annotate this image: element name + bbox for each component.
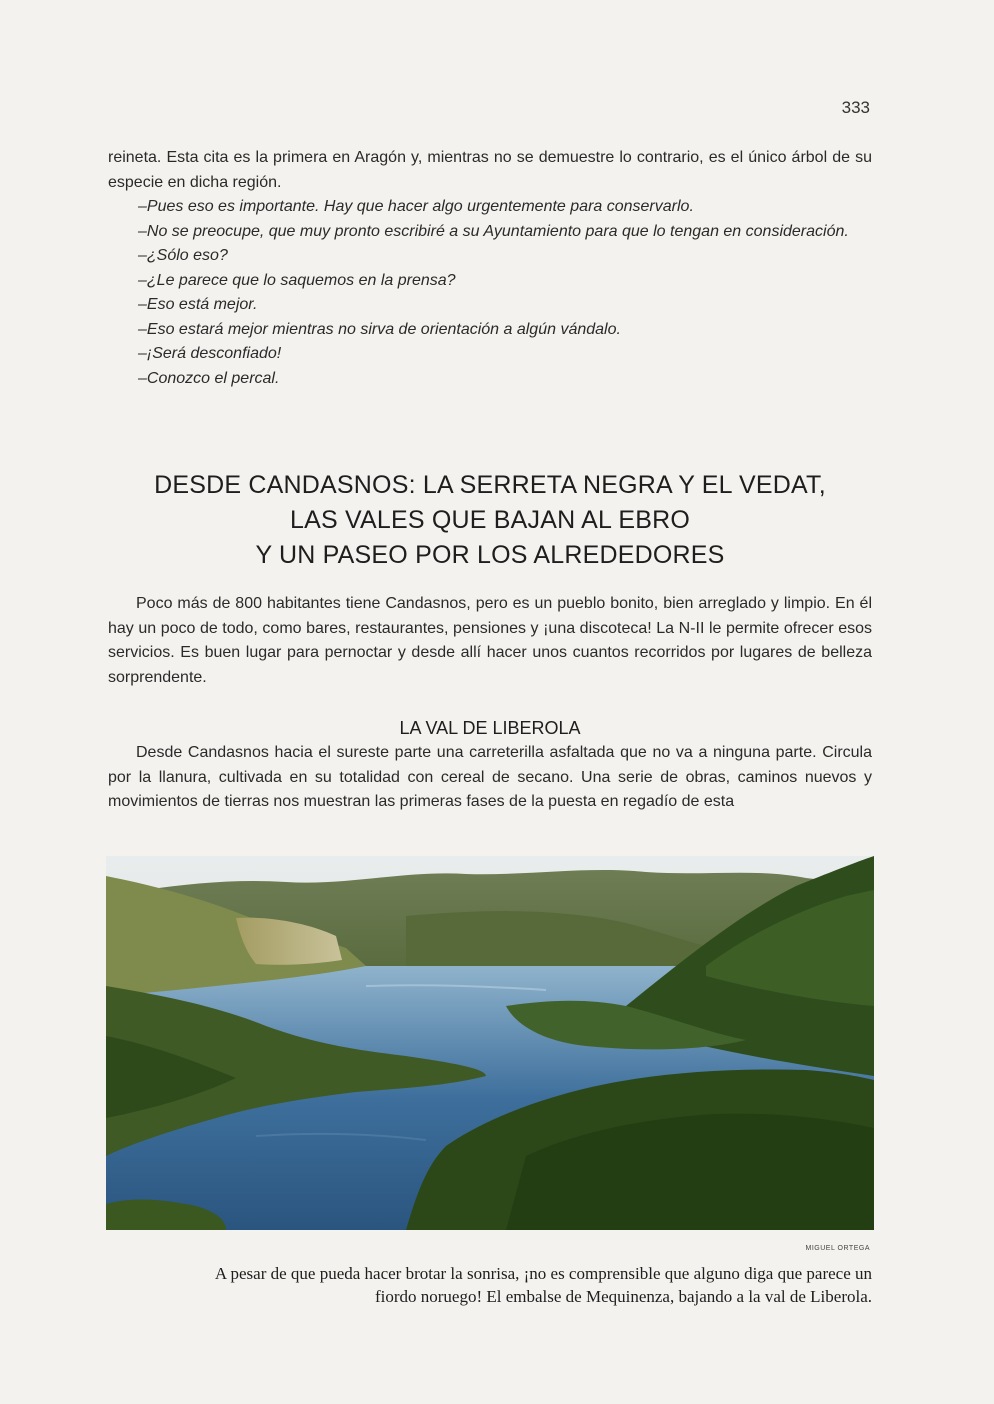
intro-continuation: reineta. Esta cita es la primera en Aragón y, mientras no se demuestre lo contrario, es el único árbol de su especie en dicha región.: [108, 149, 872, 191]
caption-line: A pesar de que pueda hacer brotar la sonrisa, ¡no es comprensible que alguno diga que parece un: [214, 1264, 872, 1283]
dialogue-line: –Conozco el percal.: [138, 369, 280, 387]
dialogue-line: –¿Le parece que lo saquemos en la prensa?: [138, 271, 456, 289]
photo-caption: [120, 1262, 872, 1308]
intro-text: [108, 146, 872, 391]
dialogue-line: –¿Sólo eso?: [138, 247, 228, 264]
subsection-paragraph: Desde Candasnos hacia el sureste parte una carreterilla asfaltada que no va a ninguna parte. Circula por la llanura, cultivada en su totalidad con cereal de secano. Una serie de obras, caminos nuevos y movimientos de tierras nos muestran las primeras fases de la puesta en regadío de esta: [108, 744, 872, 810]
section-title: [100, 468, 880, 573]
reservoir-landscape-illustration: [106, 856, 874, 1230]
section-paragraph: Poco más de 800 habitantes tiene Candasnos, pero es un pueblo bonito, bien arreglado y limpio. En él hay un poco de todo, como bares, restaurantes, pensiones y ¡una discoteca! La N-II le permite ofrecer esos servicios. Es buen lugar para pernoctar y desde allí hacer unos cuantos recorridos por lugares de belleza sorprendente.: [108, 595, 872, 686]
caption-line: fiordo noruego! El embalse de Mequinenza, bajando a la val de Liberola.: [374, 1287, 872, 1306]
dialogue-line: –Pues eso es importante. Hay que hacer algo urgentemente para conservarlo.: [138, 198, 694, 215]
page-number: 333: [841, 98, 870, 117]
dialogue-line: –Eso está mejor.: [138, 296, 258, 313]
dialogue-line: –Eso estará mejor mientras no sirva de orientación a algún vándalo.: [138, 320, 621, 338]
subsection-title: LA VAL DE LIBEROLA: [399, 718, 581, 738]
section-title-line: Y UN PASEO POR LOS ALREDEDORES: [255, 541, 725, 569]
reservoir-photo: [106, 856, 874, 1230]
photo-credit: MIGUEL ORTEGA: [805, 1245, 870, 1252]
section-title-line: LAS VALES QUE BAJAN AL EBRO: [289, 506, 690, 534]
section-title-line: DESDE CANDASNOS: LA SERRETA NEGRA Y EL VEDAT,: [154, 471, 826, 499]
dialogue-line: –No se preocupe, que muy pronto escribiré a su Ayuntamiento para que lo tengan en consideración.: [138, 222, 849, 240]
dialogue-line: –¡Será desconfiado!: [138, 345, 282, 362]
